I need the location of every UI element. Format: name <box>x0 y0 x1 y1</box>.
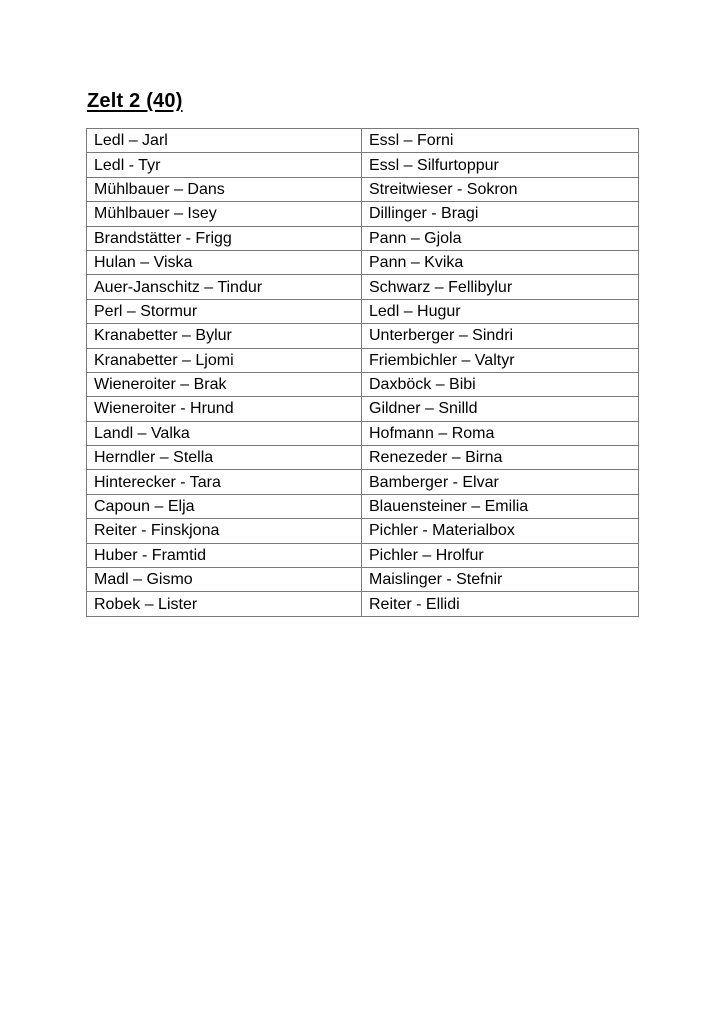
table-cell-right: Maislinger - Stefnir <box>362 568 639 592</box>
table-cell-right: Blauensteiner – Emilia <box>362 494 639 518</box>
table-row <box>87 348 639 372</box>
table-cell-left: Kranabetter – Bylur <box>87 324 362 348</box>
table-cell-left: Ledl - Tyr <box>87 153 362 177</box>
table-cell-left: Hinterecker - Tara <box>87 470 362 494</box>
table-row <box>87 324 639 348</box>
pairs-table <box>86 128 639 617</box>
table-cell-left: Ledl – Jarl <box>87 129 362 153</box>
table-cell-left: Wieneroiter - Hrund <box>87 397 362 421</box>
table-cell-right: Daxböck – Bibi <box>362 372 639 396</box>
table-cell-left: Reiter - Finskjona <box>87 519 362 543</box>
table-cell-left: Landl – Valka <box>87 421 362 445</box>
table-cell-left: Auer-Janschitz – Tindur <box>87 275 362 299</box>
table-row <box>87 177 639 201</box>
table-cell-right: Friembichler – Valtyr <box>362 348 639 372</box>
table-cell-left: Perl – Stormur <box>87 299 362 323</box>
table-cell-right: Pann – Kvika <box>362 250 639 274</box>
table-cell-right: Reiter - Ellidi <box>362 592 639 616</box>
table-cell-right: Schwarz – Fellibylur <box>362 275 639 299</box>
table-row <box>87 592 639 616</box>
table-cell-right: Pann – Gjola <box>362 226 639 250</box>
pairs-table-body <box>87 129 639 617</box>
table-row <box>87 153 639 177</box>
table-row <box>87 543 639 567</box>
table-cell-right: Unterberger – Sindri <box>362 324 639 348</box>
table-row <box>87 202 639 226</box>
table-row <box>87 446 639 470</box>
table-cell-right: Essl – Silfurtoppur <box>362 153 639 177</box>
table-cell-right: Hofmann – Roma <box>362 421 639 445</box>
table-cell-right: Ledl – Hugur <box>362 299 639 323</box>
table-row <box>87 421 639 445</box>
table-cell-left: Robek – Lister <box>87 592 362 616</box>
table-cell-right: Essl – Forni <box>362 129 639 153</box>
table-cell-left: Hulan – Viska <box>87 250 362 274</box>
table-row <box>87 397 639 421</box>
table-row <box>87 494 639 518</box>
table-cell-right: Pichler - Materialbox <box>362 519 639 543</box>
table-row <box>87 226 639 250</box>
page-title: Zelt 2 (40) <box>87 90 183 112</box>
table-row <box>87 470 639 494</box>
table-cell-right: Bamberger - Elvar <box>362 470 639 494</box>
table-row <box>87 299 639 323</box>
table-cell-left: Capoun – Elja <box>87 494 362 518</box>
table-row <box>87 519 639 543</box>
table-row <box>87 568 639 592</box>
table-cell-right: Streitwieser - Sokron <box>362 177 639 201</box>
table-row <box>87 372 639 396</box>
table-cell-left: Madl – Gismo <box>87 568 362 592</box>
table-cell-left: Mühlbauer – Dans <box>87 177 362 201</box>
table-cell-right: Dillinger - Bragi <box>362 202 639 226</box>
table-row <box>87 275 639 299</box>
table-cell-left: Mühlbauer – Isey <box>87 202 362 226</box>
table-row <box>87 129 639 153</box>
table-cell-left: Brandstätter - Frigg <box>87 226 362 250</box>
table-cell-right: Gildner – Snilld <box>362 397 639 421</box>
table-cell-right: Renezeder – Birna <box>362 446 639 470</box>
table-cell-left: Huber - Framtid <box>87 543 362 567</box>
table-row <box>87 250 639 274</box>
table-cell-left: Kranabetter – Ljomi <box>87 348 362 372</box>
table-cell-left: Herndler – Stella <box>87 446 362 470</box>
table-cell-left: Wieneroiter – Brak <box>87 372 362 396</box>
table-cell-right: Pichler – Hrolfur <box>362 543 639 567</box>
